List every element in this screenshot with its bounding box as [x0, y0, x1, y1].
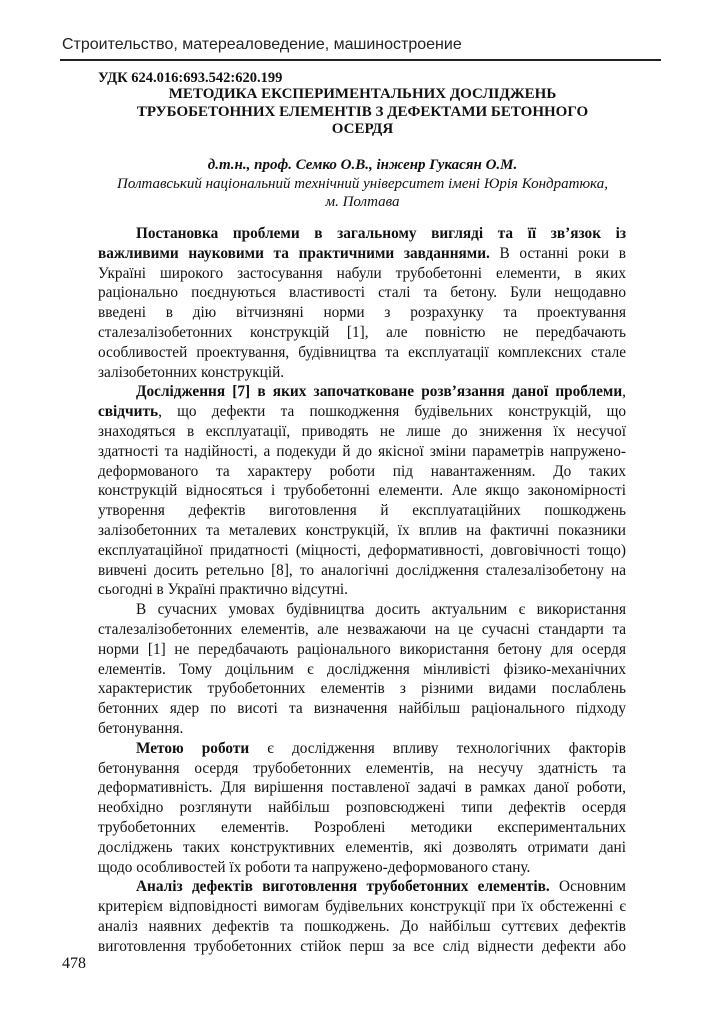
text-line	[98, 442, 626, 462]
text-line	[98, 323, 626, 343]
text-line	[98, 343, 626, 363]
body-text: ,	[622, 383, 626, 401]
body-text: здатності та надійності, а подекуди й до якісної зміни параметрів напружено-	[98, 442, 626, 460]
body-text: Основним	[549, 878, 626, 896]
text-line	[98, 224, 626, 244]
text-line	[98, 838, 626, 858]
text-line	[98, 897, 626, 917]
text-line	[98, 699, 626, 719]
body-text: норми [1] не передбачають раціонального використання бетону для осердя	[98, 640, 626, 658]
body-text: бетонування осердя трубобетонних елементів, на несучу здатність та	[98, 759, 626, 777]
header-rule	[60, 59, 661, 61]
body-text: експлуатаційної придатності (міцності, деформативності, довговічності тощо)	[98, 541, 626, 559]
body-text: сталезалізобетонних елементів, але незважаючи на це сучасні стандарти та	[98, 620, 626, 638]
bold-lead-text: свідчить	[98, 403, 159, 421]
authors: д.т.н., проф. Семко О.В., інженр Гукасян О.М.	[207, 157, 518, 173]
text-line	[98, 858, 626, 878]
body-text: знаходяться в експлуатації, приводять не лише до зниження їх несучої	[98, 422, 626, 440]
body-text: елементів. Тому доцільним є дослідження мінливісті фізико-механічних	[98, 660, 626, 678]
text-line	[98, 363, 626, 383]
affiliation-line: м. Полтава	[325, 194, 400, 210]
body-text: характеристик трубобетонних елементів з різними видами послаблень	[98, 680, 626, 698]
body-text: раціонально поєднуються властивості сталі та бетону. Були нещодавно	[98, 284, 626, 302]
text-line	[98, 719, 626, 739]
text-line	[98, 818, 626, 838]
body-text: утворення дефектів виготовлення й експлуатаційних пошкоджень	[98, 502, 626, 520]
text-line	[98, 640, 626, 660]
title-line: МЕТОДИКА ЕКСПЕРИМЕНТАЛЬНИХ ДОСЛІДЖЕНЬ	[168, 86, 557, 102]
paragraph	[98, 739, 626, 878]
text-line	[98, 501, 626, 521]
body-text: бетонних ядер по висоті та визначення найбільш раціонального підходу	[98, 700, 626, 718]
text-line	[98, 561, 626, 581]
title-line: ТРУБОБЕТОННИХ ЕЛЕМЕНТІВ З ДЕФЕКТАМИ БЕТОННОГО	[136, 103, 589, 120]
text-line	[98, 462, 626, 482]
body-text: бетонування.	[98, 719, 184, 737]
text-line	[98, 778, 626, 798]
text-line	[98, 303, 626, 323]
text-line	[98, 798, 626, 818]
article-body	[98, 224, 626, 956]
bold-lead-text: важливими науковими та практичними завданнями.	[98, 244, 490, 262]
text-line	[98, 739, 626, 759]
page-number: 478	[62, 955, 86, 972]
title-line: ОСЕРДЯ	[331, 121, 394, 137]
text-line	[98, 541, 626, 561]
affiliation-line: Полтавський національний технічний університет імені Юрія Кондратюка,	[117, 176, 608, 192]
text-line	[98, 600, 626, 620]
body-text: вивчені досить ретельно [8], то аналогічні дослідження сталезалізобетону на	[98, 561, 626, 579]
body-text: деформованого та характеру роботи під навантаженням. До таких	[98, 462, 626, 480]
body-text: конструкцій відносяться і трубобетонні елементи. Але якщо закономірності	[98, 482, 626, 500]
text-line	[98, 402, 626, 422]
body-text: щодо особливостей їх роботи та напружено-деформованого стану.	[98, 858, 531, 876]
bold-lead-text: Аналіз дефектів виготовлення трубобетонних елементів.	[136, 878, 550, 896]
running-header: Строительство, матереаловедение, машиностроение	[62, 36, 462, 53]
body-text: сьогодні в Україні практично відсутні.	[98, 581, 348, 599]
bold-lead-text: Дослідження [7] в яких започатковане розв’язання даної проблеми	[136, 383, 623, 401]
affiliation	[60, 175, 665, 211]
text-line	[98, 244, 626, 264]
body-text: В сучасних умовах будівництва досить актуальним є використання	[136, 601, 626, 619]
body-text: критерієм відповідності вимогам будівельних конструкції при їх обстеженні є	[98, 898, 626, 916]
udk-code: УДК 624.016:693.542:620.199	[98, 70, 283, 86]
body-text: необхідно розглянути найбільш розповсюджені типи дефектів осердя	[98, 799, 626, 817]
body-text: , що дефекти та пошкодження будівельних конструкцій, що	[158, 403, 626, 421]
paragraph	[98, 382, 626, 600]
text-line	[98, 521, 626, 541]
body-text: введені в дію вітчизняні норми з розрахунку та проектування	[98, 304, 626, 322]
bold-lead-text: Метою роботи	[136, 739, 250, 757]
text-line	[98, 620, 626, 640]
body-text: В останні роки в	[489, 244, 626, 262]
paragraph	[98, 224, 626, 382]
body-text: залізобетонних конструкцій.	[98, 363, 285, 381]
text-line	[98, 679, 626, 699]
text-line	[98, 264, 626, 284]
body-text: досліджень таких конструктивних елементів, які дозволять отримати дані	[98, 838, 626, 856]
body-text: є дослідження впливу технологічних факторів	[249, 739, 626, 757]
text-line	[98, 481, 626, 501]
text-line	[98, 937, 626, 957]
text-line	[98, 759, 626, 779]
body-text: Україні широкого застосування набули трубобетонні елементи, в яких	[98, 264, 626, 282]
text-line	[98, 580, 626, 600]
paragraph	[98, 877, 626, 956]
text-line	[98, 382, 626, 402]
body-text: особливостей проектування, будівництва та експлуатації комплексних стале	[98, 343, 626, 361]
text-line	[98, 283, 626, 303]
body-text: залізобетонних та металевих конструкцій, їх вплив на фактичні показники	[98, 521, 626, 539]
text-line	[98, 917, 626, 937]
text-line	[98, 422, 626, 442]
body-text: трубобетонних елементів. Розроблені методики експериментальних	[98, 818, 626, 836]
paragraph	[98, 600, 626, 739]
text-line	[98, 660, 626, 680]
text-line	[98, 877, 626, 897]
body-text: аналіз наявних дефектів та пошкоджень. До найбільш суттєвих дефектів	[98, 917, 626, 935]
article-title	[90, 86, 635, 139]
body-text: виготовлення трубобетонних стійок перш за все слід віднести дефекти або	[98, 937, 626, 955]
body-text: деформативність. Для вирішення поставленої задачі в рамках даної роботи,	[98, 779, 626, 797]
bold-lead-text: Постановка проблеми в загальному вигляді та її зв’язок із	[136, 225, 626, 242]
body-text: сталезалізобетонних конструкцій [1], але повністю не передбачають	[98, 323, 626, 341]
